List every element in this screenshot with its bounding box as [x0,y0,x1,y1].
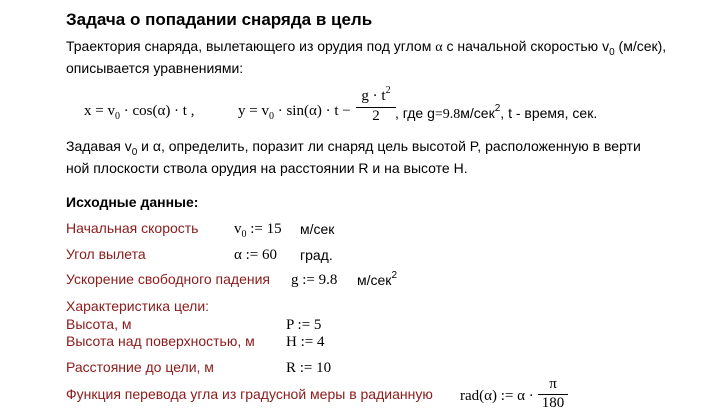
height-label: Высота, м [66,316,132,332]
speed-var: v [234,221,242,237]
frac-num-sup: 2 [385,85,391,96]
func-definition[interactable] [460,388,534,405]
angle-definition[interactable] [234,247,277,264]
intro-text-c: (м/сек), [614,38,667,54]
para2-line-1 [66,138,641,158]
height-definition[interactable]: P := 5 [286,317,322,333]
speed-definition[interactable] [234,221,282,238]
speed-sub: 0 [241,229,247,240]
angle-value: := 60 [241,247,277,263]
dist-label: Расстояние до цели, м [66,359,214,375]
where-clause [395,105,597,123]
frac-num-text: g · t [361,88,386,104]
x-eq-sub: 0 [114,111,120,122]
accel-definition[interactable]: g := 9.8 [291,272,338,288]
x-eq-rest: · cos(α) · t , [119,103,195,119]
fraction-numerator [356,85,396,105]
para2-a: Задавая v [66,138,132,154]
x-equation [84,103,194,120]
y-eq-sub: 0 [268,111,274,122]
g-unit: м/сек [460,105,495,121]
angle-label: Угол вылета [66,246,146,262]
where-tail: , t - время, сек. [500,105,598,121]
intro-line-1 [66,38,666,56]
fraction-denominator: 2 [356,107,396,125]
y-equation [238,103,351,120]
target-heading: Характеристика цели: [66,298,210,314]
x-eq-lhs: x = v [84,103,115,119]
accel-label: Ускорение свободного падения [66,271,271,287]
func-fraction-num: π [549,376,557,392]
elev-label: Высота над поверхностью, м [66,333,255,349]
y-equation-fraction [356,85,396,125]
input-heading: Исходные данные: [66,194,199,210]
func-fraction [538,376,568,412]
y-eq-rest: · sin(α) · t − [273,103,351,119]
y-eq-lhs: y = v [238,103,269,119]
para2-sub: 0 [131,147,138,158]
intro-text-a: Траектория снаряда, вылетающего из орудия под углом [66,38,436,54]
v0-subscript: 0 [609,47,615,58]
para2-line-2: ной плоскости ствола орудия на расстоянии R и на высоте H. [66,160,468,176]
intro-line-2: описывается уравнениями: [66,60,244,76]
speed-label: Начальная скорость [66,220,199,236]
para2-b: и α, определить, поразит ли снаряд цель высотой P, расположенную в верти [137,138,641,154]
v0-symbol: v [602,38,610,54]
g-value: =9.8 [434,107,461,122]
speed-unit: м/сек [300,221,335,237]
func-fraction-den: 180 [538,394,568,412]
accel-unit-sup: 2 [391,270,397,281]
elev-definition[interactable]: H := 4 [286,334,325,350]
dist-definition[interactable]: R := 10 [286,360,332,376]
speed-value: := 15 [246,221,282,237]
page-title: Задача о попадании снаряда в цель [66,10,373,29]
angle-unit: град. [300,247,333,263]
func-lhs: rad(α) := α · [460,388,534,404]
where-comma: , [395,105,399,121]
intro-text-b: с начальной скоростью [442,38,603,54]
angle-var: α [234,247,242,263]
func-label: Функция перевода угла из градусной меры в радианную [66,386,433,402]
where-text: где g [402,105,435,121]
accel-unit [357,272,397,288]
alpha-symbol: α [435,40,443,55]
g-unit-sup: 2 [494,103,501,114]
accel-unit-text: м/сек [357,272,392,288]
